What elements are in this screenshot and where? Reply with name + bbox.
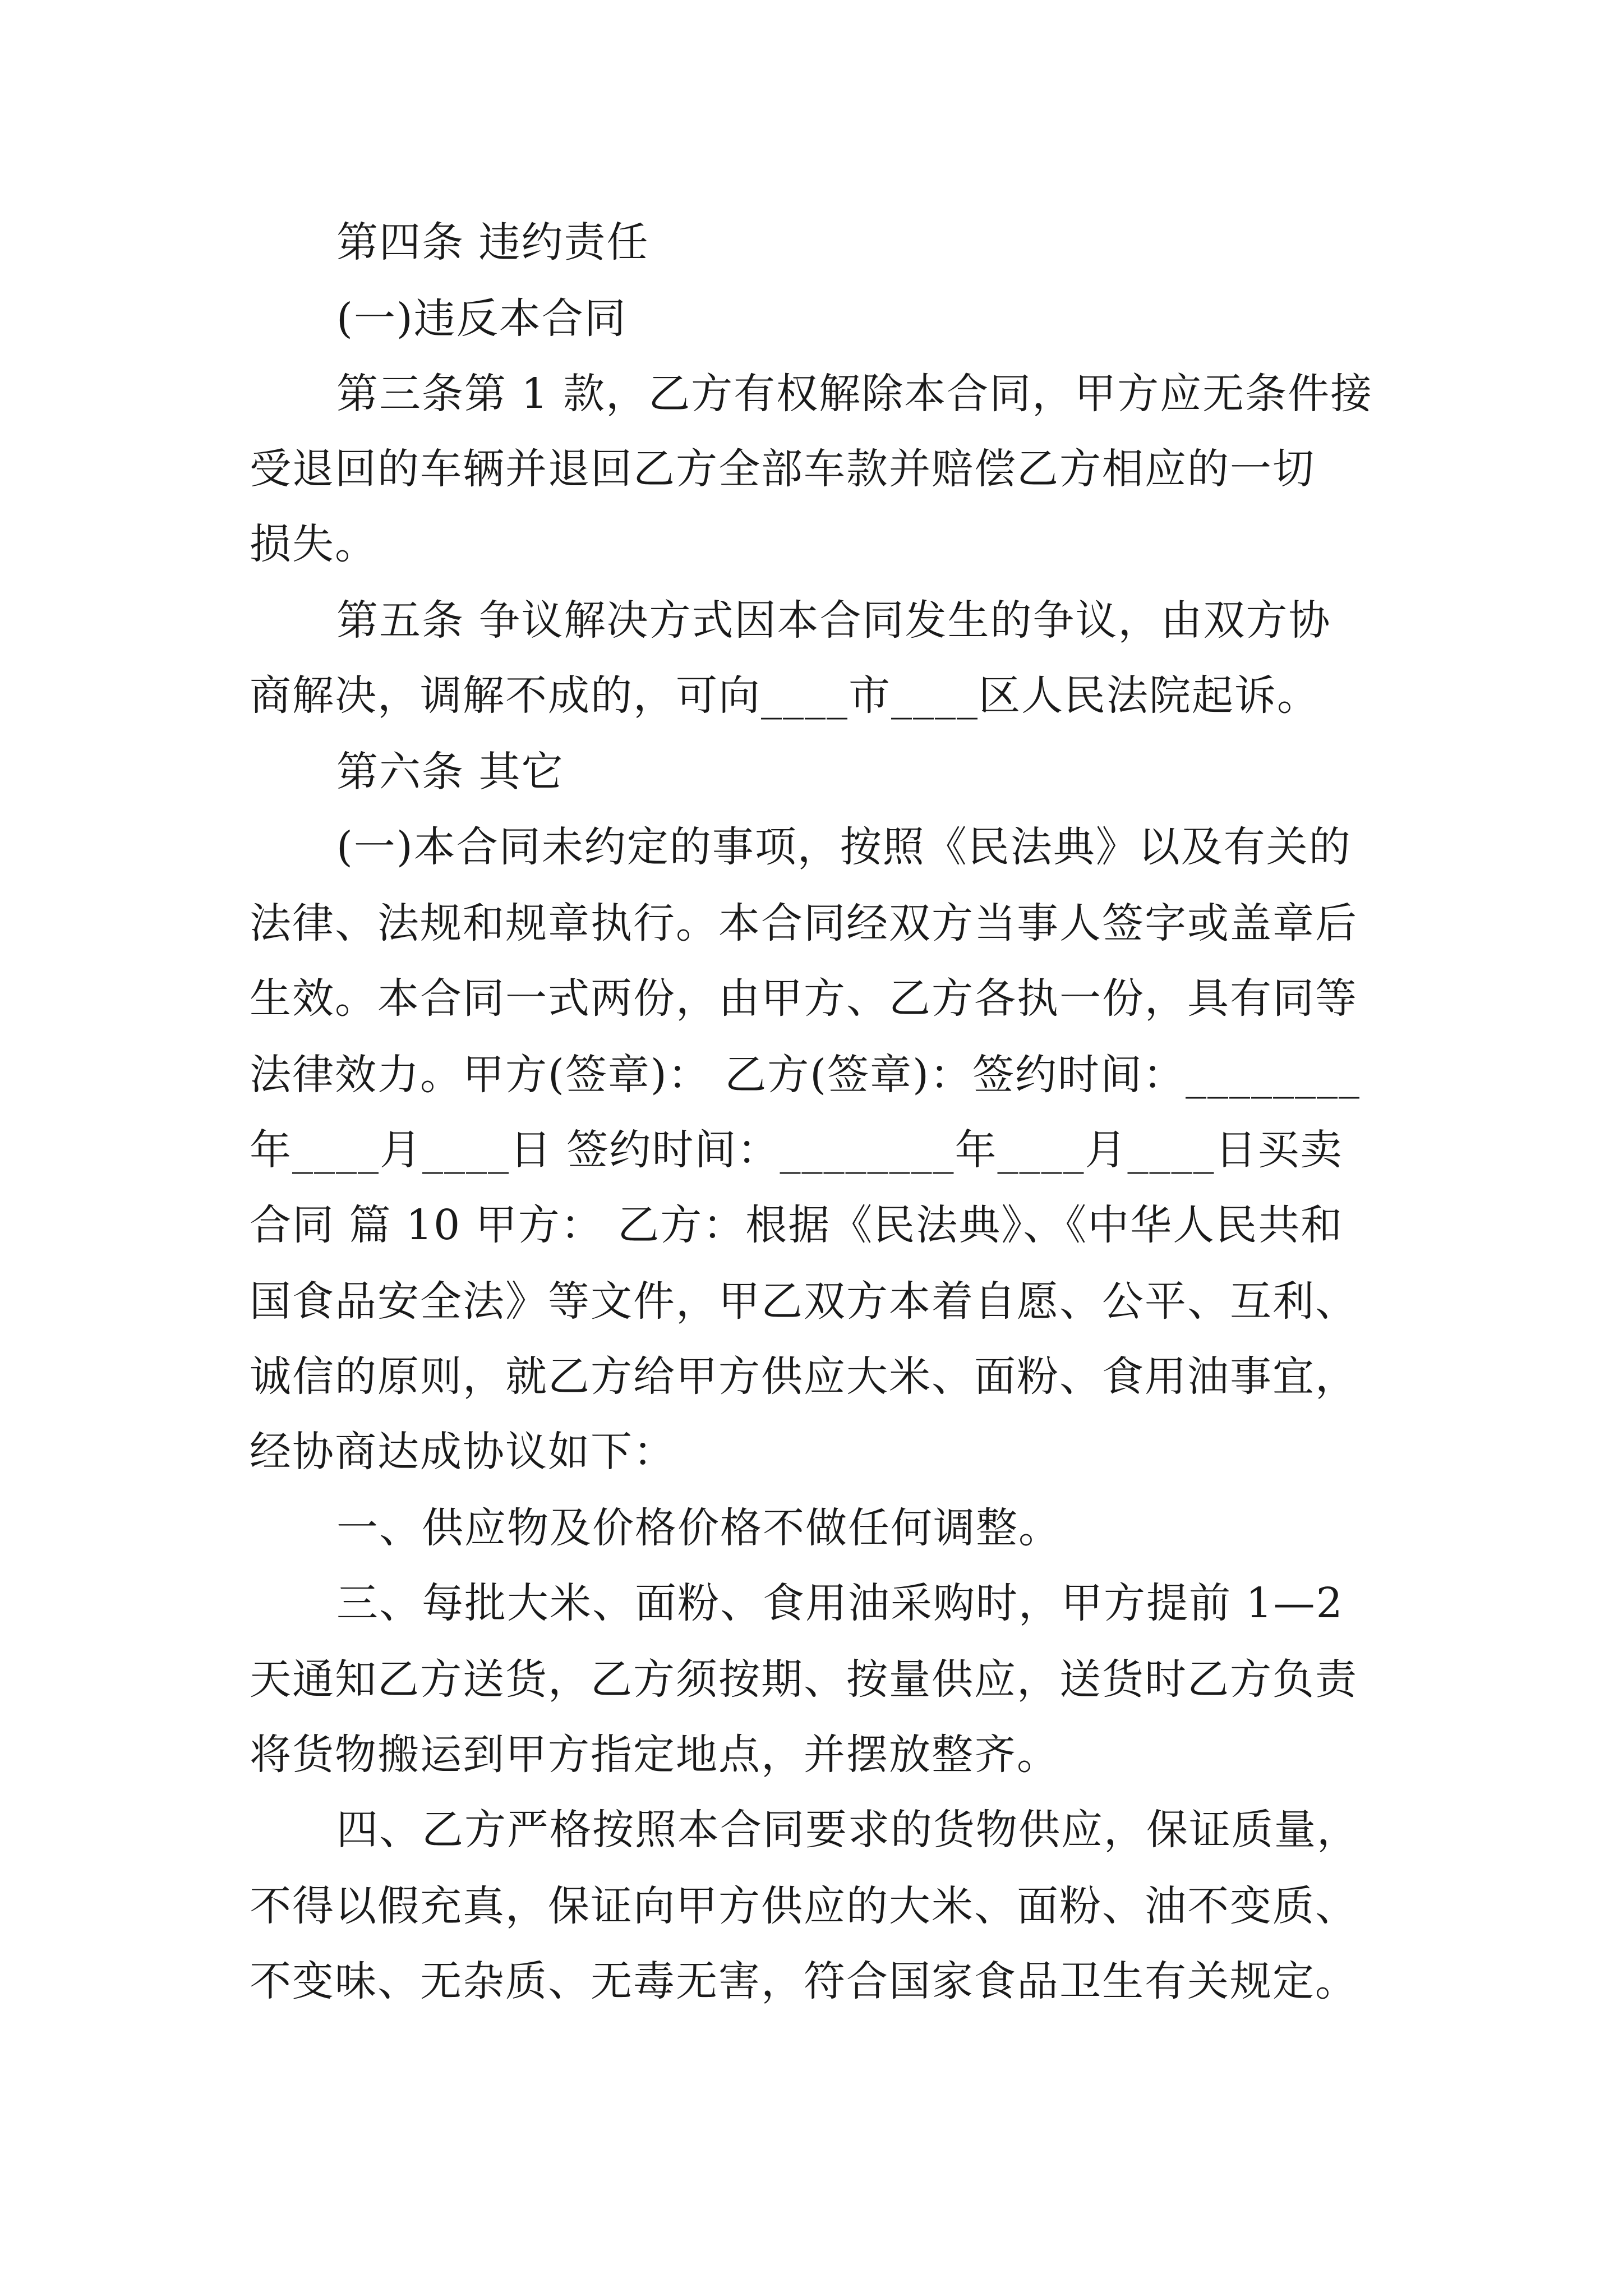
- article-4-heading: 第四条 违约责任: [336, 218, 649, 266]
- text-line: 生效。本合同一式两份，由甲方、乙方各执一份，具有同等: [250, 974, 1358, 1023]
- text-line: 不得以假充真，保证向甲方供应的大米、面粉、油不变质、: [250, 1882, 1358, 1930]
- clause-1-heading: (一)违反本合同: [336, 295, 627, 343]
- date-line: 年____月____日 签约时间：________年____月____日买卖: [250, 1126, 1343, 1174]
- text-line: 诚信的原则，就乙方给甲方供应大米、面粉、食用油事宜，: [250, 1352, 1358, 1401]
- text-line: 天通知乙方送货，乙方须按期、按量供应，送货时乙方负责: [250, 1655, 1358, 1704]
- text-line: 合同 篇 10 甲方： 乙方：根据《民法典》、《中华人民共和: [250, 1201, 1344, 1249]
- text-line: 将货物搬运到甲方指定地点，并摆放整齐。: [250, 1731, 1059, 1779]
- item-1-paragraph: 一、供应物及价格价格不做任何调整。: [336, 1504, 1061, 1552]
- text-line: (一)本合同未约定的事项，按照《民法典》以及有关的: [336, 823, 1352, 871]
- text-line: 商解决，调解不成的，可向____市____区人民法院起诉。: [250, 671, 1320, 720]
- item-4-paragraph: 四、乙方严格按照本合同要求的货物供应，保证质量，: [336, 1806, 1359, 1854]
- text-line: 法律、法规和规章执行。本合同经双方当事人签字或盖章后: [250, 899, 1358, 947]
- text-line: 国食品安全法》等文件，甲乙双方本着自愿、公平、互利、: [250, 1277, 1358, 1326]
- text-line: 不变味、无杂质、无毒无害，符合国家食品卫生有关规定。: [250, 1957, 1358, 2005]
- article-5-paragraph: 第五条 争议解决方式因本合同发生的争议，由双方协: [336, 596, 1331, 645]
- text-line: 损失。: [250, 520, 377, 568]
- item-3-paragraph: 三、每批大米、面粉、食用油采购时，甲方提前 1—2: [336, 1579, 1344, 1627]
- text-line: 受退回的车辆并退回乙方全部车款并赔偿乙方相应的一切: [250, 445, 1315, 493]
- text-line: 经协商达成协议如下：: [250, 1428, 676, 1476]
- text-line: 第三条第 1 款，乙方有权解除本合同，甲方应无条件接: [336, 370, 1373, 418]
- article-6-heading: 第六条 其它: [336, 748, 564, 796]
- signature-line: 法律效力。甲方(签章)： 乙方(签章)：签约时间：________: [250, 1051, 1361, 1099]
